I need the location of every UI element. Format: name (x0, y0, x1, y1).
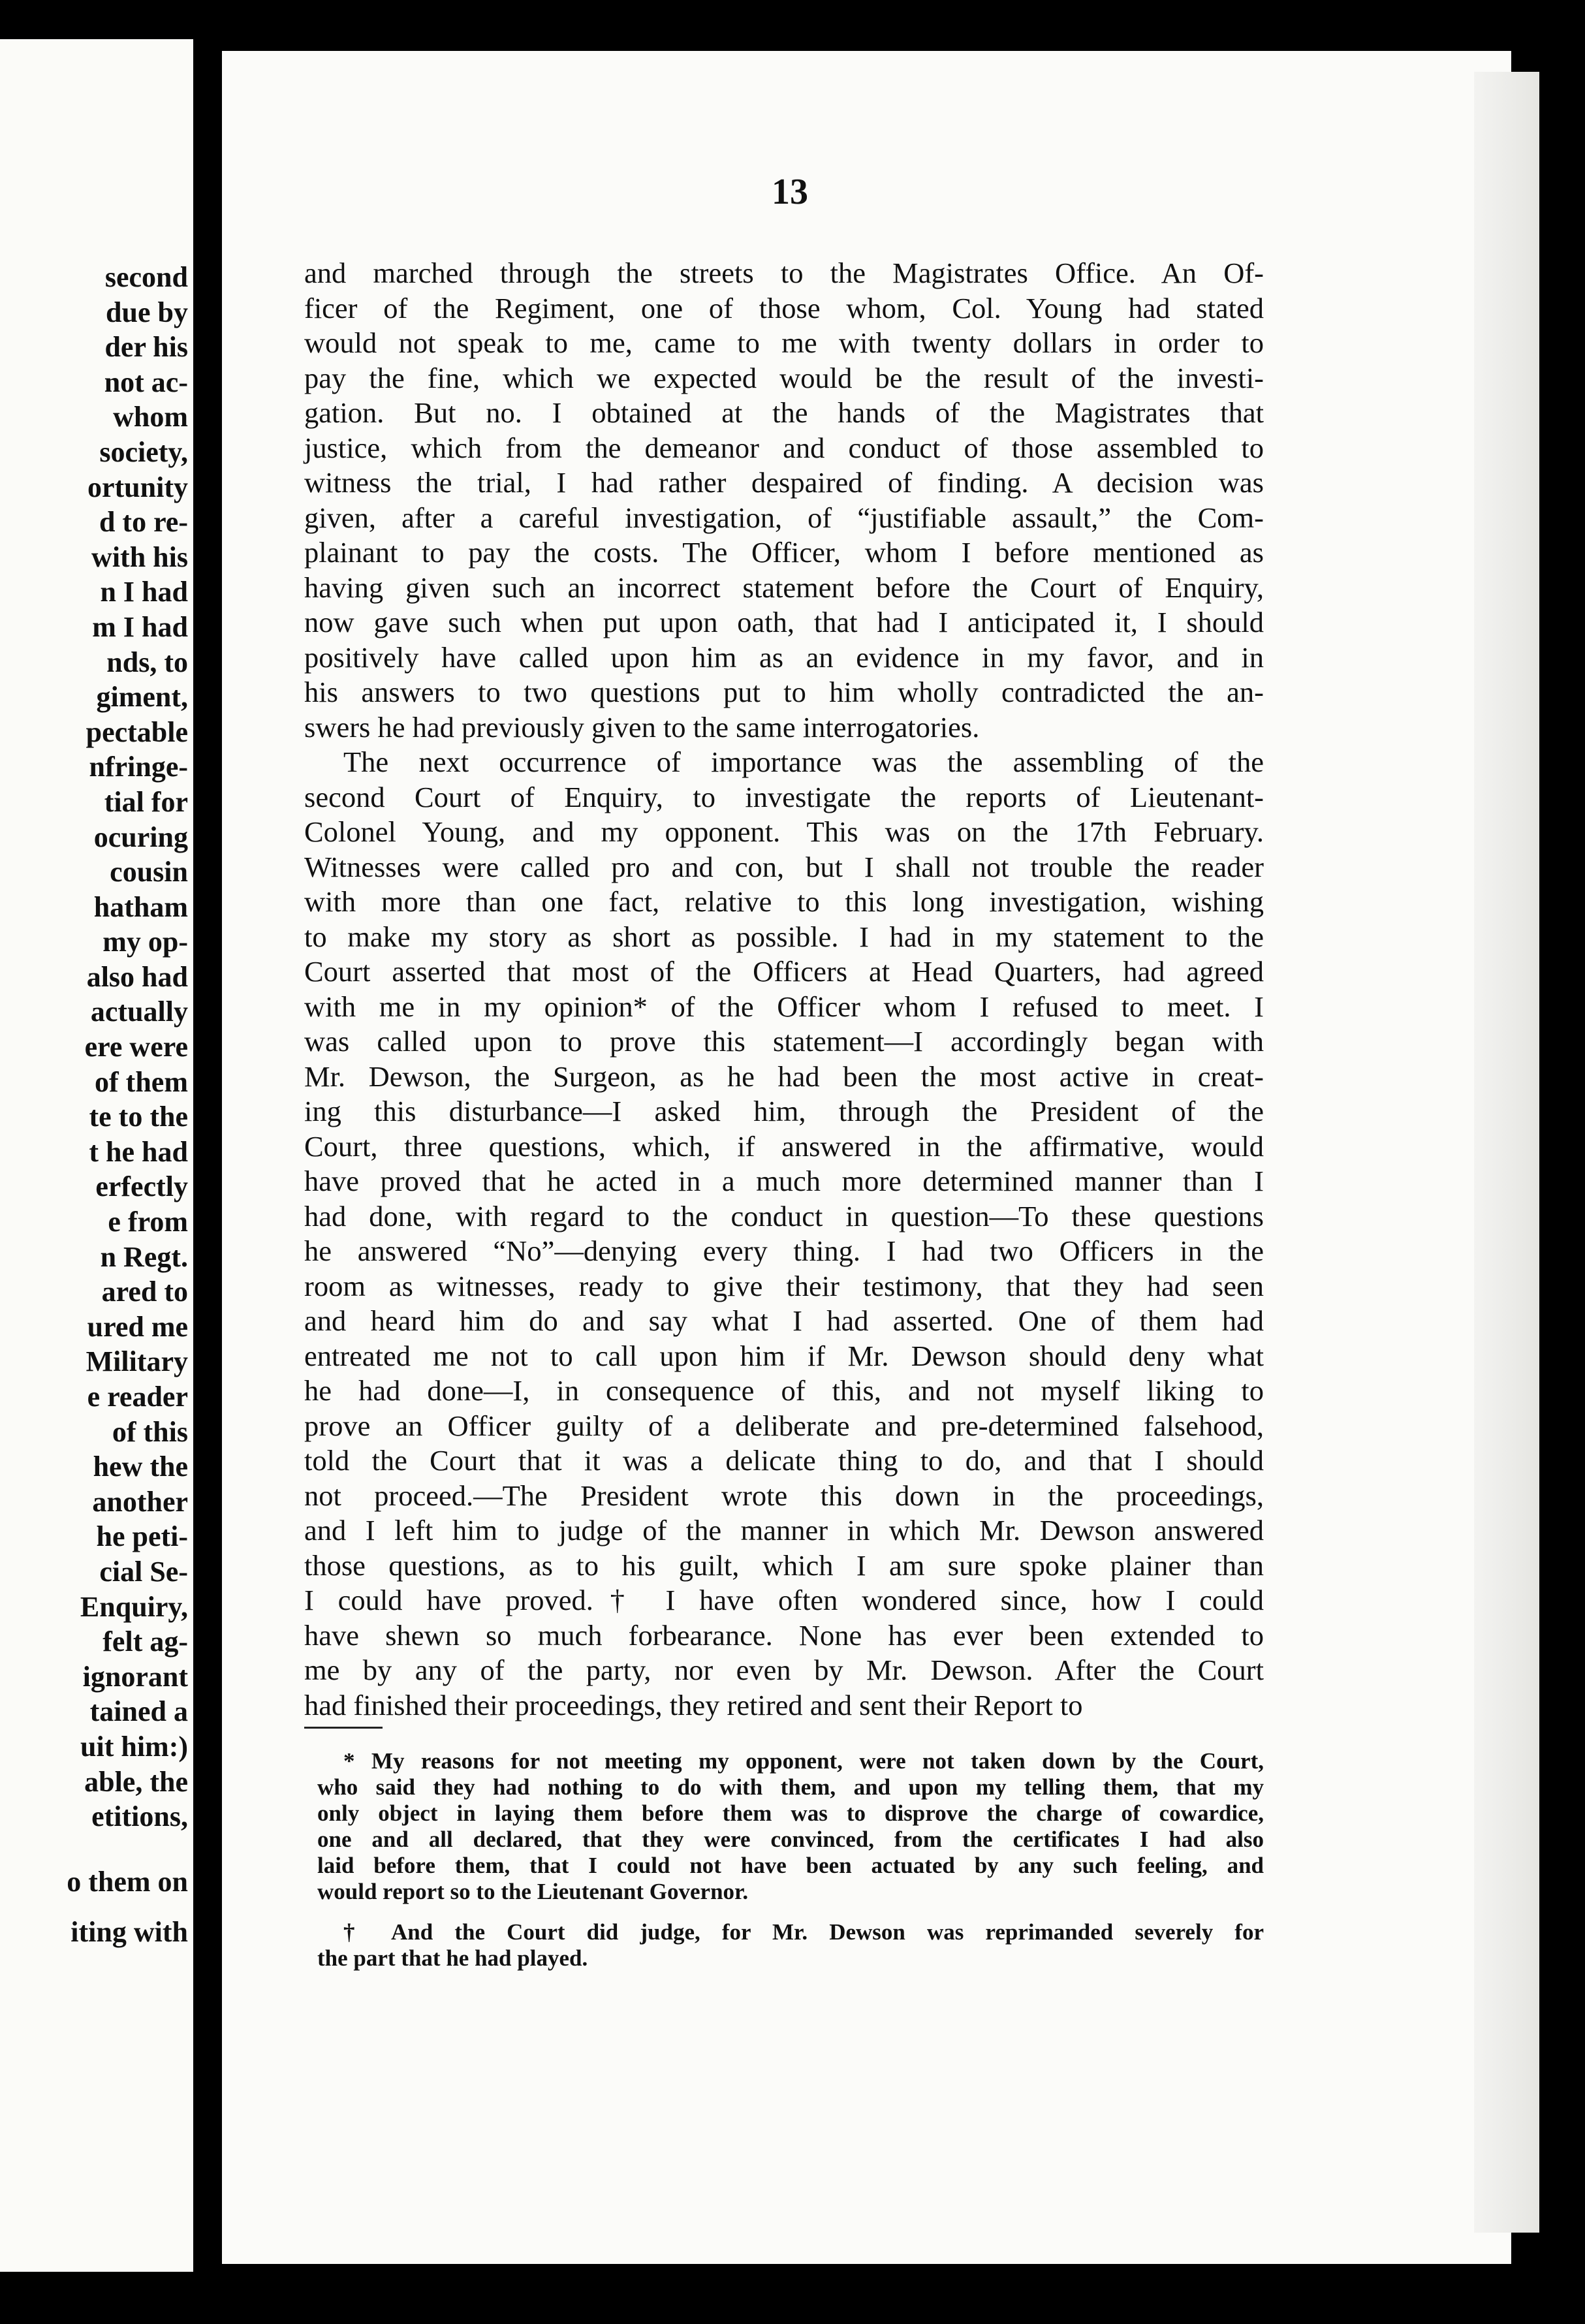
body-line: to make my story as short as possible. I had in my statement to the (304, 920, 1264, 953)
body-line: plainant to pay the costs. The Officer, whom I before mentioned as (304, 536, 1264, 569)
left-page-line: te to the (89, 1101, 188, 1133)
left-page-line: another (92, 1485, 188, 1518)
left-page-line: he peti- (96, 1520, 188, 1553)
left-page-line: cousin (110, 856, 188, 888)
body-line: and heard him do and say what I had asserted. One of them had (304, 1304, 1264, 1337)
body-line: The next occurrence of importance was the assembling of the (343, 746, 1264, 778)
left-page-line: nfringe- (89, 751, 188, 783)
body-line: Mr. Dewson, the Surgeon, as he had been the most active in creat- (304, 1060, 1264, 1093)
left-page-line: ortunity (87, 471, 188, 503)
left-page-fragment (0, 39, 193, 2272)
left-page-gap (67, 1834, 188, 1864)
body-line: gation. But no. I obtained at the hands of the Magistrates that (304, 396, 1264, 429)
left-page-line: e reader (87, 1381, 188, 1413)
body-line: he had done—I, in consequence of this, and not myself liking to (304, 1374, 1264, 1407)
left-page-line: second (104, 261, 188, 293)
body-line: he answered “No”—denying every thing. I had two Officers in the (304, 1234, 1264, 1267)
body-line: given, after a careful investigation, of “justifiable assault,” the Com- (304, 501, 1264, 534)
left-page-line: n Regt. (100, 1240, 188, 1273)
body-line: ficer of the Regiment, one of those whom, Col. Young had stated (304, 291, 1264, 324)
left-page-line: erfectly (95, 1170, 188, 1203)
footnote-line: * My reasons for not meeting my opponent, were not taken down by the Court, (343, 1748, 1264, 1774)
left-page-line: hatham (93, 890, 188, 923)
body-line: swers he had previously given to the same interrogatories. (304, 710, 980, 744)
body-line: Colonel Young, and my opponent. This was on the 17th February. (304, 815, 1264, 848)
body-line: Court, three questions, which, if answered in the affirmative, would (304, 1129, 1264, 1163)
left-page-line: iting with (71, 1916, 188, 1949)
body-line: told the Court that it was a delicate thing to do, and that I should (304, 1444, 1264, 1477)
left-page-line: d to re- (99, 506, 188, 539)
body-line: positively have called upon him as an evidence in my favor, and in (304, 640, 1264, 674)
page-edge (1474, 72, 1539, 2233)
left-page-line: tial for (104, 785, 188, 818)
body-line: and I left him to judge of the manner in which Mr. Dewson answered (304, 1514, 1264, 1547)
body-line: me by any of the party, nor even by Mr. Dewson. After the Court (304, 1654, 1264, 1686)
page-number: 13 (772, 172, 808, 212)
left-page-line: ignorant (82, 1660, 188, 1693)
body-line: second Court of Enquiry, to investigate the reports of Lieutenant- (304, 780, 1264, 813)
left-page-line: Enquiry, (80, 1590, 188, 1623)
left-page-line: ured me (87, 1310, 188, 1343)
body-line: entreated me not to call upon him if Mr. Dewson should deny what (304, 1339, 1264, 1372)
left-page-line: hew the (93, 1451, 188, 1483)
left-page-line: tained a (89, 1695, 188, 1728)
body-line: not proceed.—The President wrote this down in the proceedings, (304, 1479, 1264, 1512)
left-page-line: of them (95, 1065, 188, 1098)
left-page-line: der his (104, 331, 188, 364)
left-page-line: n I had (100, 576, 188, 608)
footnote-line: † And the Court did judge, for Mr. Dewson was reprimanded severely for (343, 1919, 1264, 1945)
body-line: his answers to two questions put to him wholly contradicted the an- (304, 676, 1264, 708)
left-page-line: whom (113, 401, 188, 433)
footnote-line: the part that he had played. (317, 1945, 588, 1971)
footnote-line: who said they had nothing to do with them, and upon my telling them, that my (317, 1774, 1264, 1800)
body-line: now gave such when put upon oath, that had I anticipated it, I should (304, 606, 1264, 638)
left-page-line: uit him:) (80, 1730, 188, 1763)
body-line: witness the trial, I had rather despaired of finding. A decision was (304, 466, 1264, 499)
body-line: I could have proved.† I have often wondered since, how I could (304, 1584, 1264, 1616)
left-page-line: of this (112, 1415, 188, 1448)
left-page-line: actually (90, 996, 188, 1028)
body-line: room as witnesses, ready to give their testimony, that they had seen (304, 1269, 1264, 1302)
left-page-line: due by (106, 296, 188, 328)
left-page-line: felt ag- (102, 1625, 188, 1658)
body-line: had done, with regard to the conduct in question—To these questions (304, 1199, 1264, 1233)
left-page-line: e from (108, 1206, 188, 1238)
body-line: and marched through the streets to the Magistrates Office. An Of- (304, 257, 1264, 289)
body-line: justice, which from the demeanor and conduct of those assembled to (304, 431, 1264, 464)
left-page-line: cial Se- (99, 1555, 188, 1588)
left-page-line: ere were (84, 1031, 188, 1063)
left-page-line: pectable (86, 715, 188, 748)
body-line: ing this disturbance—I asked him, through the President of the (304, 1095, 1264, 1127)
footnote-line: laid before them, that I could not have been actuated by any such feeling, and (317, 1853, 1264, 1878)
left-page-line: etitions, (91, 1800, 188, 1833)
left-page-line: with his (91, 541, 188, 573)
left-page-line: able, the (84, 1765, 188, 1798)
body-line: was called upon to prove this statement—I accordingly began with (304, 1025, 1264, 1058)
body-line: with more than one fact, relative to this long investigation, wishing (304, 885, 1264, 918)
left-page-line: also had (86, 960, 188, 993)
left-page-text (67, 260, 188, 1950)
left-page-line: Military (86, 1345, 188, 1378)
body-line: would not speak to me, came to me with twenty dollars in order to (304, 326, 1264, 359)
footnote-rule (304, 1727, 383, 1729)
left-page-line: o them on (67, 1865, 188, 1898)
body-line: with me in my opinion* of the Officer whom I refused to meet. I (304, 990, 1264, 1023)
left-page-line: t he had (89, 1135, 188, 1168)
body-line: Witnesses were called pro and con, but I shall not trouble the reader (304, 850, 1264, 883)
left-page-line: my op- (102, 926, 188, 958)
body-line: having given such an incorrect statement before the Court of Enquiry, (304, 571, 1264, 604)
footnote-line: one and all declared, that they were convinced, from the certificates I had also (317, 1827, 1264, 1852)
left-page-line: m I had (92, 610, 188, 643)
body-line: prove an Officer guilty of a deliberate and pre-determined falsehood, (304, 1409, 1264, 1442)
left-page-line: society, (99, 435, 188, 468)
left-page-line: nds, to (106, 646, 188, 678)
body-line: have shewn so much forbearance. None has ever been extended to (304, 1618, 1264, 1652)
body-line: Court asserted that most of the Officers at Head Quarters, had agreed (304, 955, 1264, 988)
body-line: pay the fine, which we expected would be the result of the investi- (304, 361, 1264, 394)
left-page-line: ocuring (93, 821, 188, 853)
left-page-line: ared to (101, 1276, 188, 1308)
left-page-line: not ac- (104, 366, 188, 398)
body-line: those questions, as to his guilt, which I am sure spoke plainer than (304, 1548, 1264, 1582)
body-line: had finished their proceedings, they retired and sent their Report to (304, 1688, 1083, 1721)
footnote-line: would report so to the Lieutenant Governor. (317, 1879, 749, 1904)
footnote-line: only object in laying them before them was to disprove the charge of cowardice, (317, 1800, 1264, 1826)
left-page-line: giment, (96, 681, 188, 714)
body-line: have proved that he acted in a much more determined manner than I (304, 1165, 1264, 1197)
